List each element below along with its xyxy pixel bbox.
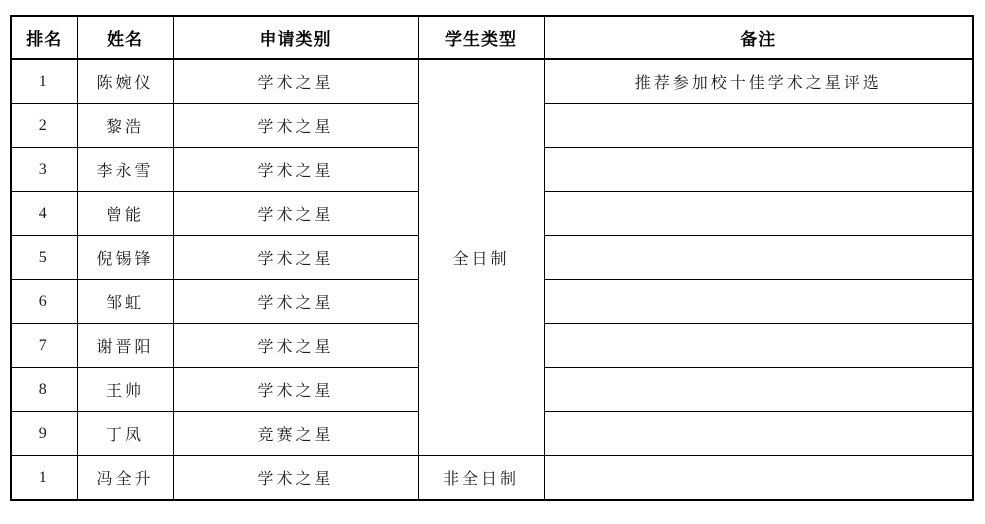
name-cell: 陈婉仪	[77, 59, 173, 104]
category-cell: 学术之星	[173, 236, 418, 280]
rank-cell: 5	[11, 236, 77, 280]
rank-cell: 3	[11, 148, 77, 192]
remark-cell: 推荐参加校十佳学术之星评选	[544, 59, 973, 104]
remark-cell	[544, 192, 973, 236]
remark-cell	[544, 412, 973, 456]
remark-cell	[544, 280, 973, 324]
category-cell: 学术之星	[173, 148, 418, 192]
table-row	[11, 456, 973, 501]
category-cell: 学术之星	[173, 368, 418, 412]
remark-cell	[544, 236, 973, 280]
student-type-cell: 全日制	[418, 59, 544, 456]
category-cell: 学术之星	[173, 192, 418, 236]
column-header-name: 姓名	[77, 16, 173, 59]
name-cell: 黎浩	[77, 104, 173, 148]
student-type-cell: 非全日制	[418, 456, 544, 501]
rank-cell: 6	[11, 280, 77, 324]
category-cell: 学术之星	[173, 324, 418, 368]
rank-cell: 7	[11, 324, 77, 368]
column-header-category: 申请类别	[173, 16, 418, 59]
rank-cell: 4	[11, 192, 77, 236]
category-cell: 学术之星	[173, 280, 418, 324]
remark-cell	[544, 324, 973, 368]
applicant-ranking-table	[10, 15, 974, 501]
name-cell: 丁凤	[77, 412, 173, 456]
rank-cell: 9	[11, 412, 77, 456]
rank-cell: 8	[11, 368, 77, 412]
rank-cell: 1	[11, 456, 77, 501]
table-body	[11, 59, 973, 500]
rank-cell: 2	[11, 104, 77, 148]
category-cell: 学术之星	[173, 104, 418, 148]
rank-cell: 1	[11, 59, 77, 104]
remark-cell	[544, 368, 973, 412]
category-cell: 学术之星	[173, 456, 418, 501]
category-cell: 竞赛之星	[173, 412, 418, 456]
remark-cell	[544, 456, 973, 501]
name-cell: 邹虹	[77, 280, 173, 324]
remark-cell	[544, 148, 973, 192]
applicant-table-wrapper	[10, 15, 974, 501]
column-header-remark: 备注	[544, 16, 973, 59]
name-cell: 谢晋阳	[77, 324, 173, 368]
name-cell: 冯全升	[77, 456, 173, 501]
category-cell: 学术之星	[173, 59, 418, 104]
column-header-rank: 排名	[11, 16, 77, 59]
table-row	[11, 59, 973, 104]
name-cell: 曾能	[77, 192, 173, 236]
header-row	[11, 16, 973, 59]
name-cell: 王帅	[77, 368, 173, 412]
name-cell: 李永雪	[77, 148, 173, 192]
remark-cell	[544, 104, 973, 148]
name-cell: 倪锡锋	[77, 236, 173, 280]
column-header-student-type: 学生类型	[418, 16, 544, 59]
table-header	[11, 16, 973, 59]
